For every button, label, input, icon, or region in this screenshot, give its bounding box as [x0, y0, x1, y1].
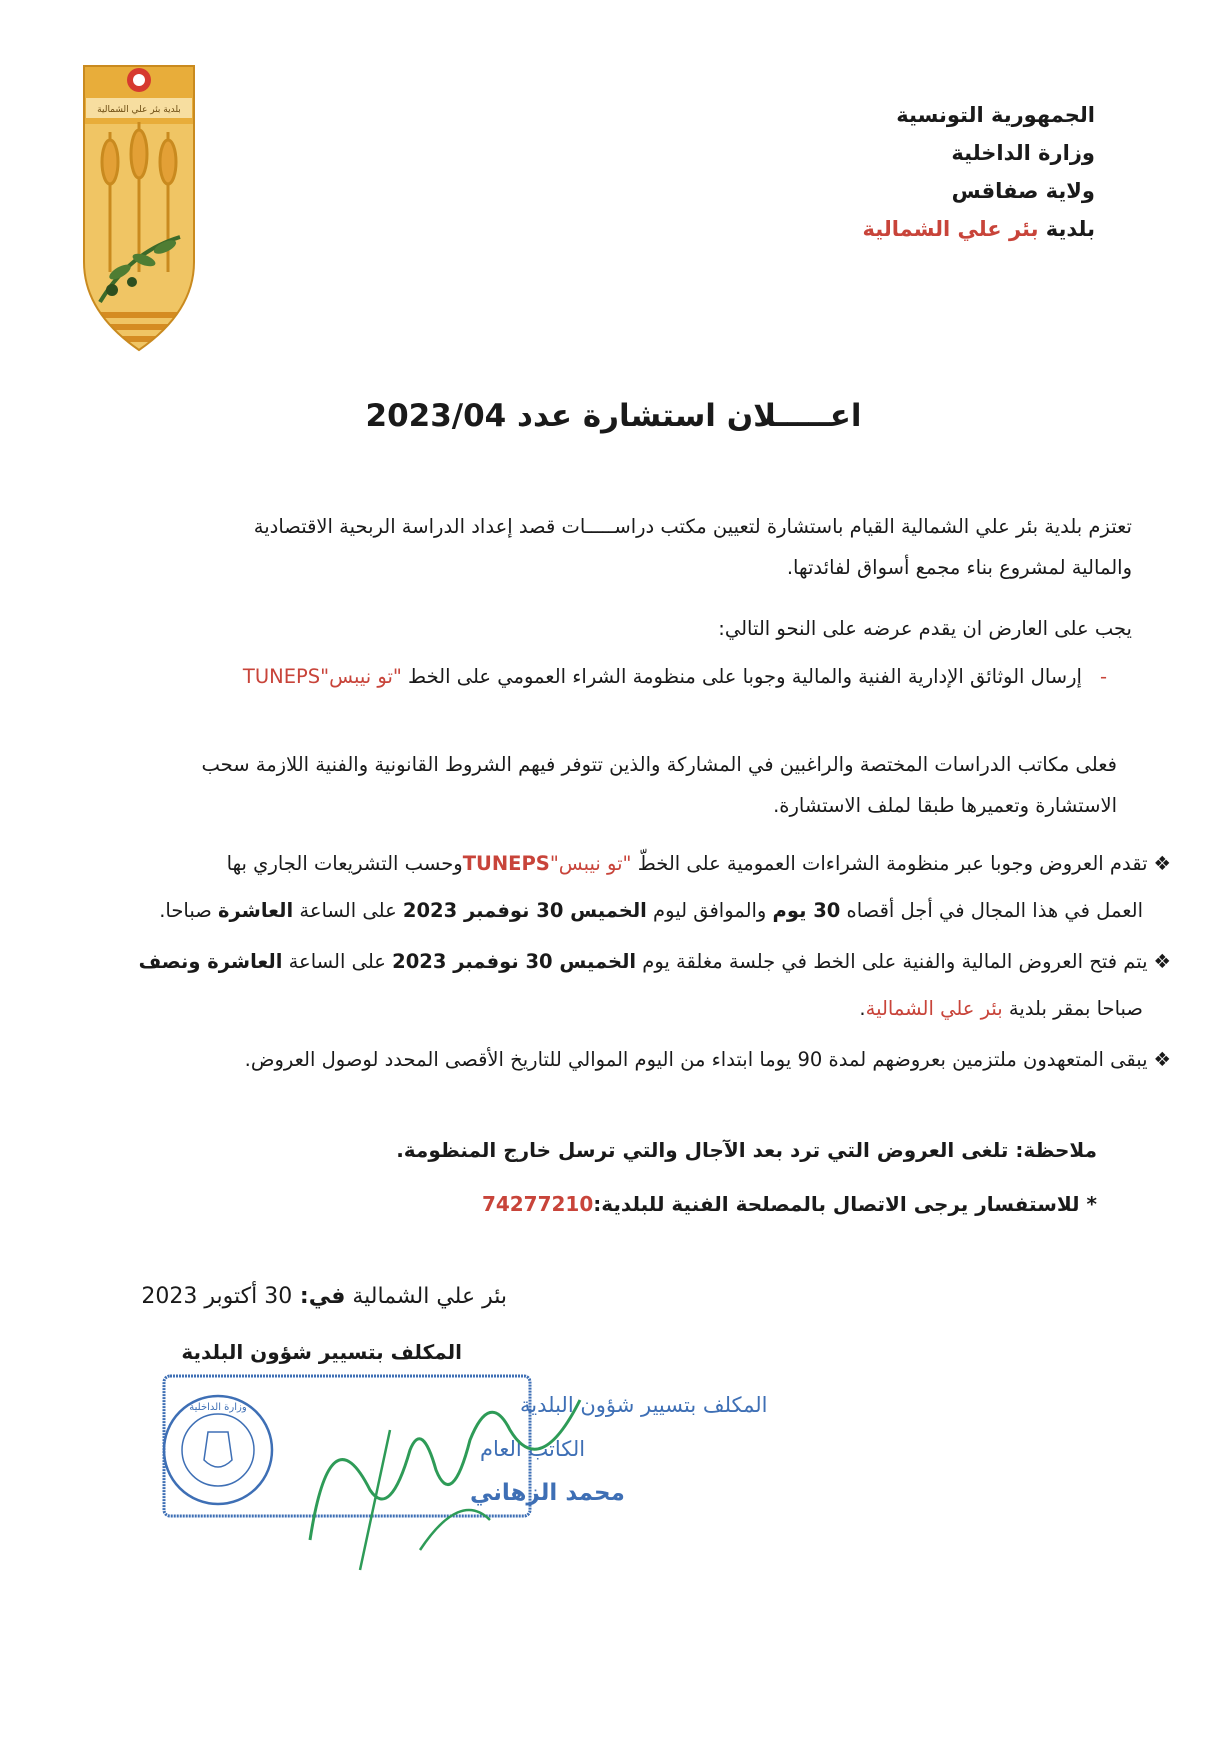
intro-paragraph	[102, 506, 1132, 588]
bullet-validity-period	[81, 1036, 1171, 1083]
diamond-bullet-icon: ❖	[1153, 950, 1171, 973]
bullet2-end: .	[859, 997, 866, 1020]
bullet2-hour: العاشرة ونصف	[138, 950, 283, 973]
signer-title: المكلف بتسيير شؤون البلدية	[181, 1340, 462, 1364]
issue-date	[141, 1284, 507, 1309]
bullet2-place: بئر علي الشمالية	[865, 997, 1003, 1020]
header-municipality-name: بئر علي الشمالية	[862, 217, 1039, 241]
diamond-bullet-icon: ❖	[1153, 1048, 1171, 1071]
date-label: في:	[292, 1284, 346, 1309]
bullet2-text-a: يتم فتح العروض المالية والفنية على الخط في جلسة مغلقة يوم	[636, 950, 1148, 973]
tuneps-system: "تو نيبس"TUNEPS	[242, 665, 402, 688]
bullet1-text-c: العمل في هذا المجال في أجل أقصاه	[840, 899, 1143, 922]
header-governorate: ولاية صفاقس	[951, 179, 1095, 203]
requirement-line: يجب على العارض ان يقدم عرضه على النحو التالي:	[718, 617, 1132, 640]
header-republic: الجمهورية التونسية	[896, 103, 1095, 127]
bullet1-hour: العاشرة	[218, 899, 294, 922]
stamp-line-3: محمد الزهاني	[470, 1480, 625, 1506]
bullet1-text-d: والموافق ليوم	[646, 899, 773, 922]
bullet2-date: الخميس 30 نوفمبر 2023	[392, 950, 637, 973]
dash-marker: -	[1099, 665, 1107, 688]
bullet1-text-a: تقدم العروض وجوبا عبر منظومة الشراءات العمومية على الخطّ	[631, 852, 1148, 875]
header-municipality-prefix: بلدية	[1038, 217, 1095, 241]
header-municipality	[675, 210, 1095, 248]
eligibility-line-2: الاستشارة وتعميرها طبقا لملف الاستشارة.	[773, 794, 1117, 817]
header-ministry: وزارة الداخلية	[951, 141, 1095, 165]
contact-line	[482, 1192, 1097, 1216]
page-title: اعـــــلان استشارة عدد 2023/04	[365, 398, 862, 434]
seal-text: وزارة الداخلية	[189, 1402, 247, 1413]
municipality-emblem-icon	[80, 62, 198, 354]
official-stamp-signature	[160, 1370, 768, 1580]
submission-item	[207, 665, 1107, 688]
diamond-bullet-icon: ❖	[1153, 852, 1171, 875]
bullet-opening-session	[81, 938, 1171, 1032]
bullet2-text-b: على الساعة	[282, 950, 393, 973]
date-value: 30 أكتوبر 2023	[141, 1284, 293, 1309]
stamp-line-1: المكلف بتسيير شؤون البلدية	[520, 1393, 768, 1417]
intro-line-1: تعتزم بلدية بئر علي الشمالية القيام باستشارة لتعيين مكتب دراســـــات قصد إعداد الدراسة الربحية الاقتصادية	[253, 515, 1132, 538]
contact-phone: 74277210	[481, 1192, 594, 1216]
bullet1-text-b: وحسب التشريعات الجاري بها	[226, 852, 463, 875]
emblem-text: بلدية بئر علي الشمالية	[97, 105, 181, 115]
bullet3-text: يبقى المتعهدون ملتزمين بعروضهم لمدة 90 يوما ابتداء من اليوم الموالي للتاريخ الأقصى المحدد لوصول العروض.	[244, 1048, 1148, 1071]
bullet1-days: 30 يوم	[772, 899, 841, 922]
bullet2-text-c: صباحا بمقر بلدية	[1002, 997, 1143, 1020]
stamp-line-2: الكاتب العام	[480, 1437, 586, 1461]
note: ملاحظة: تلغى العروض التي ترد بعد الآجال والتي ترسل خارج المنظومة.	[396, 1138, 1097, 1162]
bullet1-system-en: TUNEPS	[462, 852, 550, 875]
bullet1-text-e: على الساعة	[293, 899, 403, 922]
intro-line-2: والمالية لمشروع بناء مجمع أسواق لفائدتها.	[786, 556, 1132, 579]
eligibility-line-1: فعلى مكاتب الدراسات المختصة والراغبين في المشاركة والذين تتوفر فيهم الشروط القانونية والفنية اللازمة سحب	[201, 753, 1117, 776]
bullet-submission-deadline	[81, 840, 1171, 934]
eligibility-paragraph	[97, 744, 1117, 826]
bullet1-system-ar: "تو نيبس"	[549, 852, 632, 875]
date-place: بئر علي الشمالية	[345, 1284, 507, 1309]
bullet1-date: الخميس 30 نوفمبر 2023	[402, 899, 647, 922]
contact-text: * للاستفسار يرجى الاتصال بالمصلحة الفنية للبلدية:	[593, 1192, 1097, 1216]
letterhead	[675, 96, 1095, 248]
submission-text: إرسال الوثائق الإدارية الفنية والمالية وجوبا على منظومة الشراء العمومي على الخط	[401, 665, 1082, 688]
bullet1-text-f: صباحا.	[159, 899, 219, 922]
